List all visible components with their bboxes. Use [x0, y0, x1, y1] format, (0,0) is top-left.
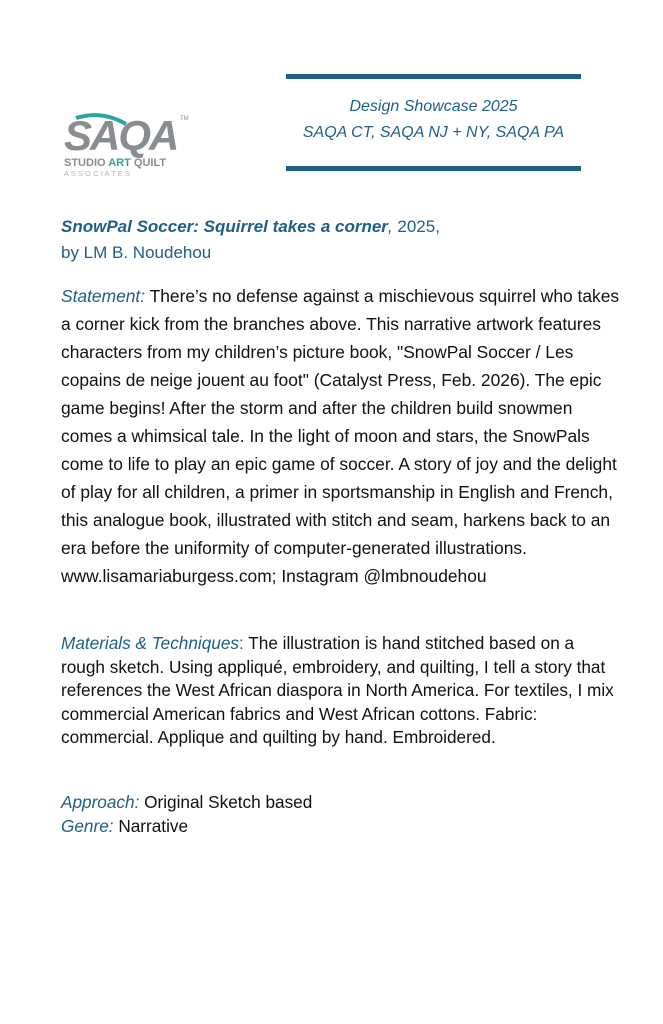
logo-line1-part1: STUDIO	[64, 157, 109, 169]
materials-text: The illustration is hand stitched based on a rough sketch. Using appliqué, embroidery, and quilting, I tell a story that references the West African diaspora in North America. For textiles, I mix commercial American fabrics and West African cottons. Fabric: commercial. Applique and quilting by hand. Embroidered.	[61, 633, 614, 747]
genre-line	[61, 814, 621, 838]
artwork-title: SnowPal Soccer: Squirrel takes a corner	[61, 217, 388, 236]
logo-line1-part3: QUILT	[130, 157, 167, 169]
saqa-logo-graphic	[62, 112, 197, 178]
header-line-1: Design Showcase 2025	[349, 98, 518, 115]
statement-paragraph	[61, 282, 621, 590]
statement-label: Statement:	[61, 286, 146, 306]
approach-line	[61, 790, 621, 814]
header-line-2: SAQA CT, SAQA NJ + NY, SAQA PA	[302, 124, 565, 141]
header-bottom-rule	[286, 166, 581, 171]
logo-line1	[64, 157, 166, 169]
genre-value: Narrative	[113, 816, 189, 836]
materials-colon: :	[239, 633, 244, 653]
artwork-title-comma: ,	[387, 217, 393, 236]
saqa-logo	[62, 112, 197, 178]
approach-label: Approach:	[61, 792, 140, 812]
logo-line1-part2: ART	[108, 157, 131, 169]
statement-text: There’s no defense against a mischievous squirrel who takes a corner kick from the branches above. This narrative artwork features characters from my children’s picture book, "SnowPal Soccer / Les copains de neige jouent au foot" (Catalyst Press, Feb. 2026). The epic game begins! After the storm and after the children build snowmen comes a whimsical tale. In the light of moon and stars, the SnowPals come to life to play an epic game of soccer. A story of joy and the delight of play for all children, a primer in sportsmanship in English and French, this analogue book, illustrated with stitch and seam, harkens back to an era before the uniformity of computer-generated illustrations. www.lisamariaburgess.com; Instagram @lmbnoudehou	[61, 286, 620, 586]
logo-wordmark: SAQA	[64, 112, 178, 159]
genre-label: Genre:	[61, 816, 114, 836]
artwork-byline: by LM B. Noudehou	[61, 243, 212, 262]
artwork-year: 2025,	[392, 217, 440, 236]
showcase-header	[286, 74, 581, 172]
artwork-title-line	[61, 214, 621, 240]
approach-value: Original Sketch based	[139, 792, 313, 812]
approach-genre-block	[61, 790, 621, 838]
header-top-rule	[286, 74, 581, 79]
materials-label: Materials & Techniques	[61, 633, 240, 653]
logo-trademark: TM	[180, 116, 189, 122]
materials-paragraph	[61, 632, 621, 750]
logo-line2: A S S O C I A T E S	[64, 169, 130, 178]
artwork-title-block	[61, 214, 621, 266]
